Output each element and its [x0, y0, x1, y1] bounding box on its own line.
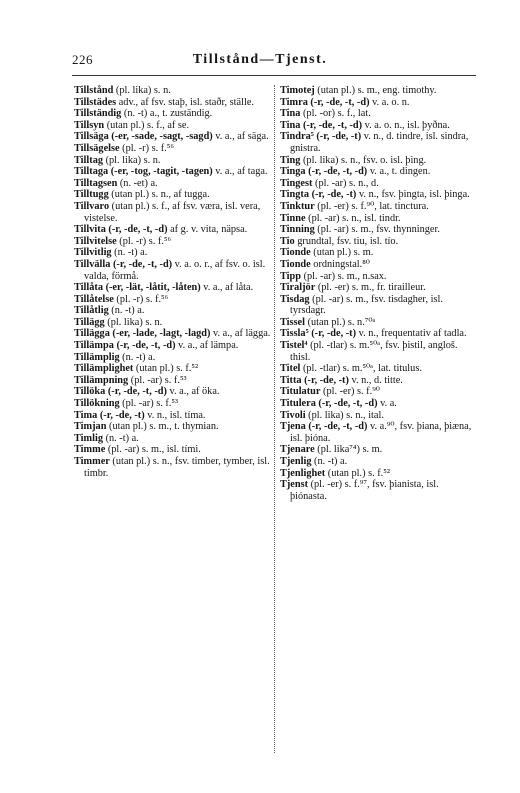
- entry-definition: (pl. lika) s. n., ital.: [305, 409, 384, 421]
- headword: Tinga (-r, -de, -t, -d): [280, 166, 368, 178]
- headword: Ting: [280, 154, 301, 166]
- headword: Tillsägelse: [74, 142, 120, 154]
- headword: Tillåtlig: [74, 305, 109, 317]
- entry-definition: (pl. -ar) s. n., d.: [312, 177, 379, 189]
- entry-definition: (pl. lika) s. n.: [104, 316, 163, 328]
- entry-definition: (pl. -ar) s. f.⁵³: [128, 374, 187, 386]
- headword: Tillämpning: [74, 374, 129, 386]
- dictionary-entry: [280, 398, 478, 410]
- dictionary-entry: [74, 143, 274, 155]
- dictionary-entry: [280, 201, 478, 213]
- entry-definition: v. n., fsv. þingta, isl. þinga.: [356, 189, 470, 201]
- dictionary-entry: [74, 224, 274, 236]
- entry-definition: v. n., d. tindre, isl. sindra, gnistra.: [290, 131, 469, 154]
- entry-definition: (n. -t) a.: [108, 305, 145, 317]
- entry-definition: (utan pl.) s. m.: [310, 247, 374, 259]
- entry-definition: (pl. -ar) s. n., isl. tindr.: [305, 212, 401, 224]
- dictionary-entry: [74, 328, 274, 340]
- dictionary-entry: [74, 305, 274, 317]
- headword: Tjena (-r, -de, -t, -d): [280, 421, 368, 433]
- entry-definition: v. a., af lägga.: [210, 328, 271, 340]
- dictionary-entry: [280, 213, 478, 225]
- dictionary-entry: [280, 97, 478, 109]
- headword: Tillöka (-r, -de, -t, -d): [74, 386, 167, 398]
- entry-definition: (n. -et) a.: [117, 177, 158, 189]
- dictionary-entry: [74, 178, 274, 190]
- headword: Tiraljör: [280, 282, 316, 294]
- headword: Tillständig: [74, 108, 122, 120]
- dictionary-entry: [280, 386, 478, 398]
- headword: Tinktur: [280, 200, 315, 212]
- dictionary-entry: [280, 259, 478, 271]
- headword: Tillvita (-r, -de, -t, -d): [74, 224, 168, 236]
- dictionary-entry: [280, 363, 478, 375]
- headword: Tina (-r, -de, -t, -d): [280, 119, 363, 131]
- dictionary-entry: [280, 85, 478, 97]
- dictionary-entry: [280, 456, 478, 468]
- dictionary-entry: [74, 398, 274, 410]
- entry-definition: (pl. -tlar) s. m.⁵⁰ᵃ, lat. titulus.: [300, 363, 422, 375]
- dictionary-entry: [280, 479, 478, 502]
- headword: Tistel⁴: [280, 340, 308, 352]
- headword: Tillsäga (-er, -sade, -sagt, -sagd): [74, 131, 213, 143]
- headword: Tingest: [280, 177, 313, 189]
- dictionary-entry: [74, 433, 274, 445]
- headword: Tillökning: [74, 398, 120, 410]
- dictionary-entry: [74, 294, 274, 306]
- dictionary-entry: [280, 444, 478, 456]
- dictionary-entry: [74, 259, 274, 282]
- headword: Tillämpa (-r, -de, -t, -d): [74, 340, 176, 352]
- dictionary-entry: [74, 386, 274, 398]
- entry-definition: (pl. -er) s. m., fr. tirailleur.: [315, 282, 426, 294]
- headword: Tilltaga (-er, -tog, -tagit, -tagen): [74, 166, 213, 178]
- entry-definition: ordningstal.⁸⁰: [310, 258, 370, 270]
- headword: Tissel: [280, 316, 305, 328]
- entry-definition: (pl. -tlar) s. m.⁵⁰ᵃ, fsv. þistil, angloš. thisl.: [290, 340, 458, 363]
- dictionary-entry: [74, 120, 274, 132]
- headword: Tindra⁵ (-r, -de, -t): [280, 131, 362, 143]
- entry-definition: (n. -t) a.: [111, 247, 148, 259]
- headword: Tinne: [280, 212, 306, 224]
- entry-definition: v. n., frequentativ af tadla.: [356, 328, 467, 340]
- headword: Tio: [280, 235, 295, 247]
- headword: Tinning: [280, 224, 315, 236]
- dictionary-entry: [74, 131, 274, 143]
- headword: Tillvaro: [74, 200, 110, 212]
- headword: Tima (-r, -de, -t): [74, 409, 145, 421]
- entry-definition: (n. -t) a.: [103, 432, 139, 444]
- entry-definition: (pl. -ar) s. m., fsv. tisdagher, isl. tyrsdagr.: [290, 293, 443, 317]
- entry-definition: (utan pl.) s. f., af fsv. væra, isl. vera, vistelse.: [84, 200, 261, 224]
- entry-definition: (pl. -ar) s. m., fsv. thynninger.: [314, 224, 440, 236]
- entry-definition: v. a., t. dingen.: [367, 166, 431, 178]
- headword: Tillstånd: [74, 85, 114, 96]
- entry-definition: v. a., af öka.: [166, 386, 220, 398]
- entry-definition: (n. -t) a.: [119, 351, 156, 363]
- headword: Timra (-r, -de, -t, -d): [280, 96, 370, 108]
- dictionary-entry: [280, 224, 478, 236]
- headword: Tjenst: [280, 479, 309, 491]
- dictionary-entry: [74, 189, 274, 201]
- entry-definition: (n. -t) a., t. zuständig.: [121, 108, 213, 120]
- entry-definition: (pl. -er) s. f.⁹⁷, fsv. þianista, isl. þiónasta.: [290, 479, 439, 502]
- headword: Timotej: [280, 85, 315, 96]
- headword: Tilltag: [74, 154, 103, 166]
- headword: Tionde: [280, 247, 311, 259]
- headword: Tissla⁵ (-r, -de, -t): [280, 328, 357, 340]
- dictionary-entry: [74, 108, 274, 120]
- dictionary-entry: [280, 340, 478, 363]
- headword: Tillägg: [74, 316, 105, 328]
- entry-definition: adv., af fsv. staþ, isl. staðr, ställe.: [116, 96, 254, 108]
- dictionary-entry: [280, 328, 478, 340]
- entry-definition: (utan pl.) s. n.⁷⁰ᵃ: [305, 316, 376, 328]
- dictionary-entry: [74, 456, 274, 479]
- headword: Tjenare: [280, 444, 315, 456]
- dictionary-entry: [74, 410, 274, 422]
- dictionary-entry: [74, 340, 274, 352]
- headword: Tillägga (-er, -lade, -lagt, -lagd): [74, 328, 211, 340]
- entry-definition: (utan pl.) s. n., af tugga.: [108, 189, 210, 201]
- entry-definition: v. a., af lämpa.: [175, 340, 239, 352]
- entry-definition: (pl. lika) s. n.: [103, 154, 161, 166]
- left-column: [74, 85, 274, 479]
- entry-definition: v. a. o. n., isl. þyðna.: [362, 119, 450, 131]
- dictionary-entry: [74, 247, 274, 259]
- headword: Tipp: [280, 270, 301, 282]
- headword: Tillåtelse: [74, 293, 114, 305]
- entry-definition: (pl. lika) s. n., fsv. o. isl. þing.: [300, 154, 427, 166]
- dictionary-entry: [74, 85, 274, 97]
- entry-definition: (utan pl.) s. f., af se.: [104, 119, 190, 131]
- dictionary-entry: [74, 444, 274, 456]
- dictionary-entry: [280, 178, 478, 190]
- entry-definition: v. a., af säga.: [212, 131, 269, 143]
- entry-definition: grundtal, fsv. tiu, isl. tío.: [294, 235, 399, 247]
- entry-definition: (pl. -r) s. f.⁵⁶: [113, 293, 169, 305]
- entry-definition: (utan pl.) s. m., eng. timothy.: [314, 85, 437, 96]
- headword: Tillstädes: [74, 96, 117, 108]
- headword: Tjenlighet: [280, 467, 326, 479]
- entry-definition: (pl. -r) s. f.⁵⁶: [119, 142, 174, 154]
- running-head: Tillstånd—Tjenst.: [192, 52, 328, 67]
- dictionary-entry: [280, 421, 478, 444]
- headword: Tilltugg: [74, 189, 109, 201]
- dictionary-entry: [280, 410, 478, 422]
- entry-definition: (pl. -r) s. f.⁵⁶: [116, 235, 172, 247]
- headword: Timme: [74, 444, 106, 456]
- headword: Tingta (-r, -de, -t): [280, 189, 357, 201]
- headword: Tivoli: [280, 409, 306, 421]
- headword: Tillsyn: [74, 119, 105, 131]
- headword: Titulatur: [280, 386, 321, 398]
- dictionary-entry: [280, 236, 478, 248]
- headword: Titulera (-r, -de, -t, -d): [280, 398, 378, 410]
- entry-definition: v. n., isl. tíma.: [144, 409, 206, 421]
- entry-definition: (utan pl.) s. m., t. thymian.: [106, 421, 219, 433]
- dictionary-entry: [74, 363, 274, 375]
- entry-definition: v. a. o. r., af fsv. o. isl. valda, förmå.: [84, 258, 266, 282]
- entry-definition: (utan pl.) s. f.⁵²: [133, 363, 199, 375]
- entry-definition: (pl. lika⁷⁴) s. m.: [314, 444, 383, 456]
- page-number: 226: [72, 52, 93, 67]
- headword: Titta (-r, -de, -t): [280, 374, 349, 386]
- entry-definition: (pl. -ar) s. f.⁵³: [119, 398, 179, 410]
- dictionary-entry: [74, 97, 274, 109]
- dictionary-entry: [280, 120, 478, 132]
- dictionary-entry: [280, 282, 478, 294]
- dictionary-entry: [280, 317, 478, 329]
- header-rule: [72, 75, 476, 76]
- dictionary-entry: [280, 375, 478, 387]
- entry-definition: af g. v. vita, näpsa.: [167, 224, 248, 236]
- entry-definition: v. a.⁹⁰, fsv. þiana, þiæna, isl. þióna.: [290, 421, 472, 444]
- headword: Tillämplig: [74, 351, 120, 363]
- headword: Tionde: [280, 258, 311, 270]
- entry-definition: v. a. o. n.: [369, 96, 410, 108]
- right-column: [280, 85, 478, 502]
- entry-definition: (pl. -ar) s. m., isl. tími.: [105, 444, 201, 456]
- dictionary-entry: [280, 166, 478, 178]
- dictionary-entry: [74, 155, 274, 167]
- dictionary-entry: [280, 271, 478, 283]
- dictionary-entry: [280, 468, 478, 480]
- entry-definition: (pl. -or) s. f., lat.: [300, 108, 371, 120]
- dictionary-entry: [74, 166, 274, 178]
- headword: Timmer: [74, 456, 110, 467]
- headword: Tisdag: [280, 293, 310, 305]
- entry-definition: (utan pl.) s. n., fsv. timber, tymber, isl. timbr.: [84, 456, 270, 479]
- dictionary-entry: [74, 201, 274, 224]
- headword: Tillvitelse: [74, 235, 117, 247]
- entry-definition: (pl. -ar) s. m., n.sax.: [301, 270, 387, 282]
- dictionary-entry: [280, 294, 478, 317]
- entry-definition: (utan pl.) s. f.⁵²: [325, 467, 390, 479]
- dictionary-entry: [280, 108, 478, 120]
- headword: Tillvitlig: [74, 247, 112, 259]
- dictionary-entry: [74, 352, 274, 364]
- dictionary-entry: [280, 155, 478, 167]
- dictionary-entry: [74, 236, 274, 248]
- dictionary-entry: [74, 421, 274, 433]
- dictionary-entry: [280, 189, 478, 201]
- dictionary-entry: [74, 375, 274, 387]
- entry-definition: (pl. -er) s. f.⁹⁰: [320, 386, 380, 398]
- column-divider: [274, 85, 275, 753]
- dictionary-entry: [280, 247, 478, 259]
- headword: Tillåta (-er, -lät, -låtit, -låten): [74, 282, 201, 294]
- dictionary-entry: [74, 317, 274, 329]
- headword: Timjan: [74, 421, 107, 433]
- entry-definition: v. a., af taga.: [212, 166, 268, 178]
- entry-definition: v. a., af låta.: [200, 282, 254, 294]
- headword: Timlig: [74, 432, 103, 444]
- entry-definition: v. n., d. titte.: [348, 374, 403, 386]
- headword: Titel: [280, 363, 301, 375]
- headword: Tillämplighet: [74, 363, 134, 375]
- entry-definition: (pl. lika) s. n.: [113, 85, 171, 96]
- entry-definition: v. a.: [377, 398, 397, 410]
- headword: Tilltagsen: [74, 177, 118, 189]
- entry-definition: (n. -t) a.: [311, 456, 348, 467]
- entry-definition: (pl. -er) s. f.⁹⁰, lat. tinctura.: [314, 200, 429, 212]
- dictionary-entry: [280, 131, 478, 154]
- headword: Tillvälla (-r, -de, -t, -d): [74, 258, 173, 270]
- dictionary-entry: [74, 282, 274, 294]
- headword: Tina: [280, 108, 301, 120]
- headword: Tjenlig: [280, 456, 312, 467]
